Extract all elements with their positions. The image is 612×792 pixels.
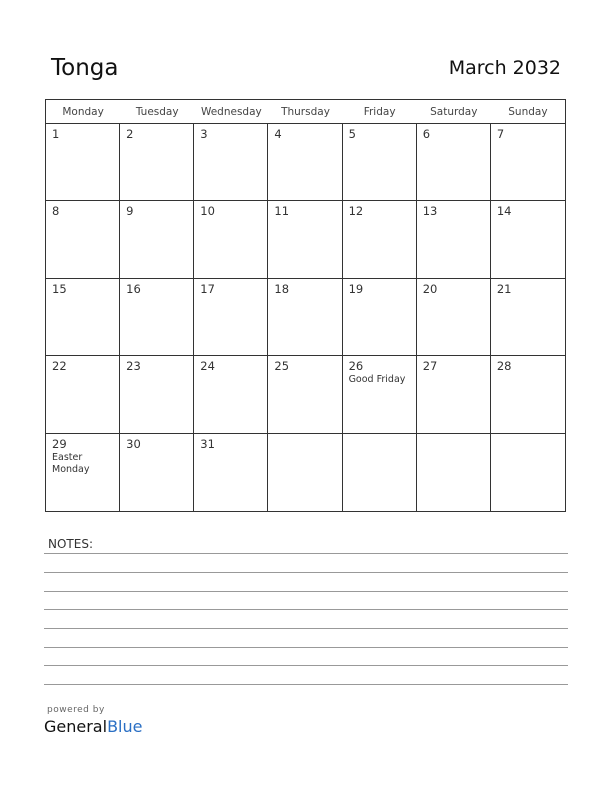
note-line	[44, 609, 568, 610]
day-number: 12	[348, 204, 364, 219]
day-number: 17	[200, 281, 215, 296]
day-number: 10	[200, 204, 215, 219]
day-number: 20	[422, 281, 438, 296]
day-cell	[268, 124, 342, 201]
weekday-header-sunday: Sunday	[491, 100, 565, 124]
weekday-header-friday: Friday	[343, 100, 417, 124]
day-cell	[491, 279, 565, 356]
day-cell	[120, 279, 194, 356]
calendar-grid	[45, 99, 566, 512]
day-cell	[46, 279, 120, 356]
note-line	[44, 684, 568, 685]
day-cell	[194, 434, 268, 511]
country-title: Tonga	[51, 55, 119, 81]
note-line	[44, 665, 568, 666]
day-cell	[120, 201, 194, 278]
day-cell	[343, 279, 417, 356]
day-cell	[491, 434, 565, 511]
note-line	[44, 591, 568, 592]
day-number: 18	[274, 281, 290, 296]
day-cell	[491, 356, 565, 433]
brand-general: General	[44, 717, 108, 736]
note-line	[44, 647, 568, 648]
day-cell	[46, 201, 120, 278]
day-number: 24	[200, 359, 215, 374]
day-number: 1	[52, 127, 60, 141]
weekday-header-monday: Monday	[46, 100, 120, 124]
day-number: 5	[348, 127, 356, 141]
day-cell	[194, 356, 268, 433]
day-number: 4	[274, 127, 282, 141]
day-cell	[343, 434, 417, 511]
day-cell	[46, 124, 120, 201]
day-number: 30	[126, 436, 141, 451]
weekday-header-tuesday: Tuesday	[120, 100, 194, 124]
day-cell	[120, 124, 194, 201]
day-number: 9	[126, 204, 134, 219]
holiday-label: Easter Monday	[52, 451, 90, 475]
day-cell	[268, 434, 342, 511]
day-number: 25	[274, 359, 290, 374]
day-number: 19	[348, 281, 364, 296]
day-cell	[417, 124, 491, 201]
powered-by-text: powered by	[47, 705, 105, 715]
day-number: 21	[496, 281, 512, 296]
day-cell	[268, 356, 342, 433]
day-number: 2	[126, 127, 134, 141]
day-cell	[268, 201, 342, 278]
day-cell	[417, 279, 491, 356]
day-cell	[46, 434, 120, 511]
notes-label: NOTES:	[48, 537, 93, 551]
day-number: 27	[422, 359, 438, 374]
holiday-label: Good Friday	[348, 374, 406, 386]
day-cell	[343, 201, 417, 278]
day-cell	[417, 201, 491, 278]
day-number: 6	[422, 127, 431, 141]
day-cell	[194, 201, 268, 278]
day-cell	[491, 201, 565, 278]
day-number: 3	[200, 127, 208, 141]
day-number: 26	[348, 359, 364, 374]
day-number: 13	[422, 204, 438, 219]
month-title: March 2032	[448, 57, 561, 79]
day-cell	[194, 279, 268, 356]
weekday-header-thursday: Thursday	[268, 100, 342, 124]
day-cell	[417, 356, 491, 433]
note-line	[44, 572, 568, 573]
day-number: 31	[200, 436, 215, 451]
day-number: 16	[126, 281, 141, 296]
day-cell	[268, 279, 342, 356]
day-cell	[120, 356, 194, 433]
day-number: 22	[52, 359, 67, 374]
day-cell	[417, 434, 491, 511]
brand-blue: Blue	[107, 717, 143, 736]
day-number: 29	[52, 436, 67, 451]
day-number: 15	[52, 281, 67, 296]
day-cell	[491, 124, 565, 201]
note-line	[44, 553, 568, 554]
note-line	[44, 628, 568, 629]
day-number: 23	[126, 359, 141, 374]
day-cell	[343, 356, 417, 433]
day-number: 11	[274, 204, 290, 219]
day-number: 7	[496, 127, 505, 141]
generalblue-logo	[44, 717, 142, 736]
day-cell	[343, 124, 417, 201]
weekday-header-wednesday: Wednesday	[194, 100, 268, 124]
day-number: 14	[496, 204, 512, 219]
day-cell	[194, 124, 268, 201]
day-number: 8	[52, 204, 60, 219]
day-cell	[46, 356, 120, 433]
weekday-header-saturday: Saturday	[417, 100, 491, 124]
day-cell	[120, 434, 194, 511]
day-number: 28	[496, 359, 512, 374]
